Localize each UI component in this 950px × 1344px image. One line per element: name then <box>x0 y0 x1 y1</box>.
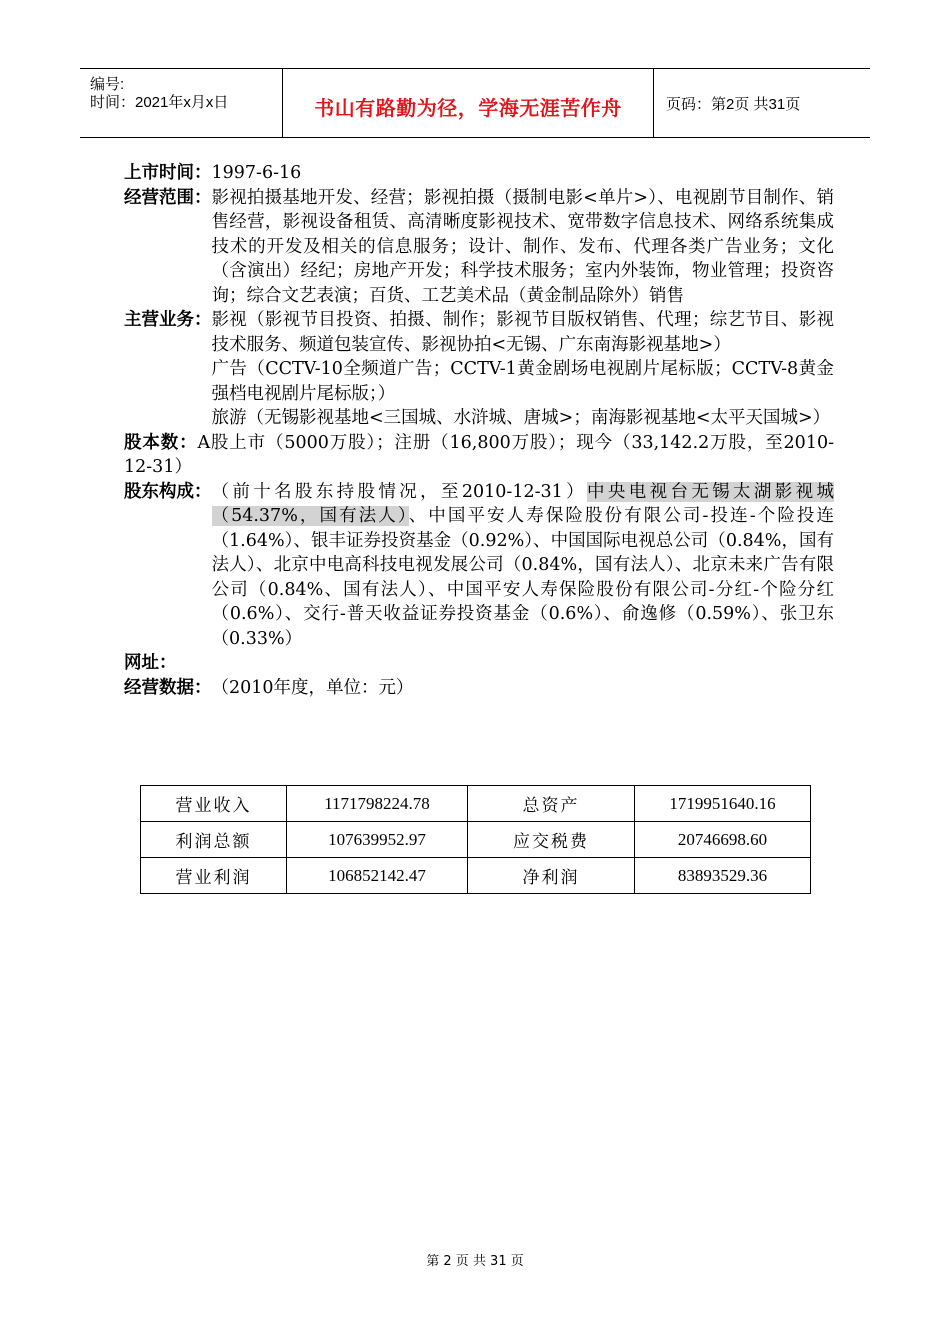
shareholders-row <box>124 480 834 652</box>
listing-row <box>124 161 834 186</box>
website-row <box>124 651 834 676</box>
page-header <box>80 68 870 138</box>
table-row <box>141 822 811 858</box>
main-business-item: 旅游（无锡影视基地<三国城、水浒城、唐城>；南海影视基地<太平天国城>） <box>211 408 831 428</box>
website-label: 网址： <box>124 653 177 673</box>
table-cell-label: 净利润 <box>468 858 635 894</box>
doc-number-label: 编号: <box>90 76 125 93</box>
doc-time-label: 时间：2021年x月x日 <box>90 94 229 111</box>
main-business-item: 广告（CCTV-10全频道广告；CCTV-1黄金剧场电视剧片尾标版；CCTV-8黄金强档电视剧片尾标版；） <box>211 359 834 404</box>
operating-data-table <box>140 785 811 894</box>
table-cell-value: 83893529.36 <box>635 858 811 894</box>
shares-value: A股上市（5000万股）；注册（16,800万股）；现今（33,142.2万股，至2010-12-31） <box>124 432 834 477</box>
shareholders-rest: 、中国平安人寿保险股份有限公司-投连-个险投连（1.64%）、银丰证券投资基金（0.92%）、中国国际电视总公司（0.84%，国有法人）、北京中电高科技电视发展公司（0.84%，国有法人）、北京未来广告有限公司（0.84%、国有法人）、中国平安人寿保险股份有限公司-分红-个险分红（0.6%）、交行-普天收益证券投资基金（0.6%）、俞逸修（0.59%）、张卫东（0.33%） <box>211 506 834 649</box>
scope-row <box>124 186 834 309</box>
shareholders-label: 股东构成： <box>124 481 212 502</box>
operating-note: （2010年度，单位：元） <box>211 677 414 698</box>
listing-value: 1997-6-16 <box>211 163 302 183</box>
main-business-row <box>124 308 834 431</box>
table-cell-label: 营业利润 <box>141 858 287 894</box>
scope-label: 经营范围： <box>124 187 212 208</box>
scope-value: 影视拍摄基地开发、经营；影视拍摄（摄制电影<单片>）、电视剧节目制作、销售经营，影视设备租赁、高清晰度影视技术、宽带数字信息技术、网络系统集成技术的开发及相关的信息服务；设计、制作、发布、代理各类广告业务；文化（含演出）经纪；房地产开发；科学技术服务；室内外装饰，物业管理；投资咨询；综合文艺表演；百货、工艺美术品（黄金制品除外）销售 <box>211 187 834 306</box>
header-motto: 书山有路勤为径，学海无涯苦作舟 <box>314 96 622 120</box>
shareholders-value <box>212 480 835 652</box>
main-business-label: 主营业务： <box>124 310 212 330</box>
table-cell-label: 营业收入 <box>141 786 287 822</box>
main-business-list <box>212 308 835 431</box>
page-footer: 第 2 页 共 31 页 <box>426 1254 524 1269</box>
highlighted-shareholder: 中央电视台无锡太湖影视城（54.37%，国有法人） <box>211 481 835 526</box>
table-cell-label: 总资产 <box>468 786 635 822</box>
company-profile <box>124 161 834 700</box>
table-cell-value: 20746698.60 <box>635 822 811 858</box>
main-business-item: 影视（影视节目投资、拍摄、制作；影视节目版权销售、代理；综艺节目、影视技术服务、频道包装宣传、影视协拍<无锡、广东南海影视基地>） <box>211 310 834 355</box>
header-page-cell <box>654 69 870 137</box>
header-page-info: 页码：第2页 共31页 <box>666 96 801 113</box>
table-cell-value: 106852142.47 <box>287 858 468 894</box>
shares-row <box>124 431 834 480</box>
header-meta-cell <box>80 69 283 137</box>
table-cell-value: 1171798224.78 <box>287 786 468 822</box>
table-cell-value: 1719951640.16 <box>635 786 811 822</box>
table-cell-value: 107639952.97 <box>287 822 468 858</box>
table-cell-label: 利润总额 <box>141 822 287 858</box>
header-motto-cell <box>283 69 654 137</box>
table-cell-label: 应交税费 <box>468 822 635 858</box>
operating-row <box>124 676 834 701</box>
listing-label: 上市时间： <box>124 163 212 183</box>
shareholders-intro: （前十名股东持股情况，至2010-12-31） <box>211 481 587 502</box>
shares-label: 股本数： <box>124 432 198 453</box>
table-row <box>141 858 811 894</box>
table-row <box>141 786 811 822</box>
operating-label: 经营数据： <box>124 677 212 698</box>
